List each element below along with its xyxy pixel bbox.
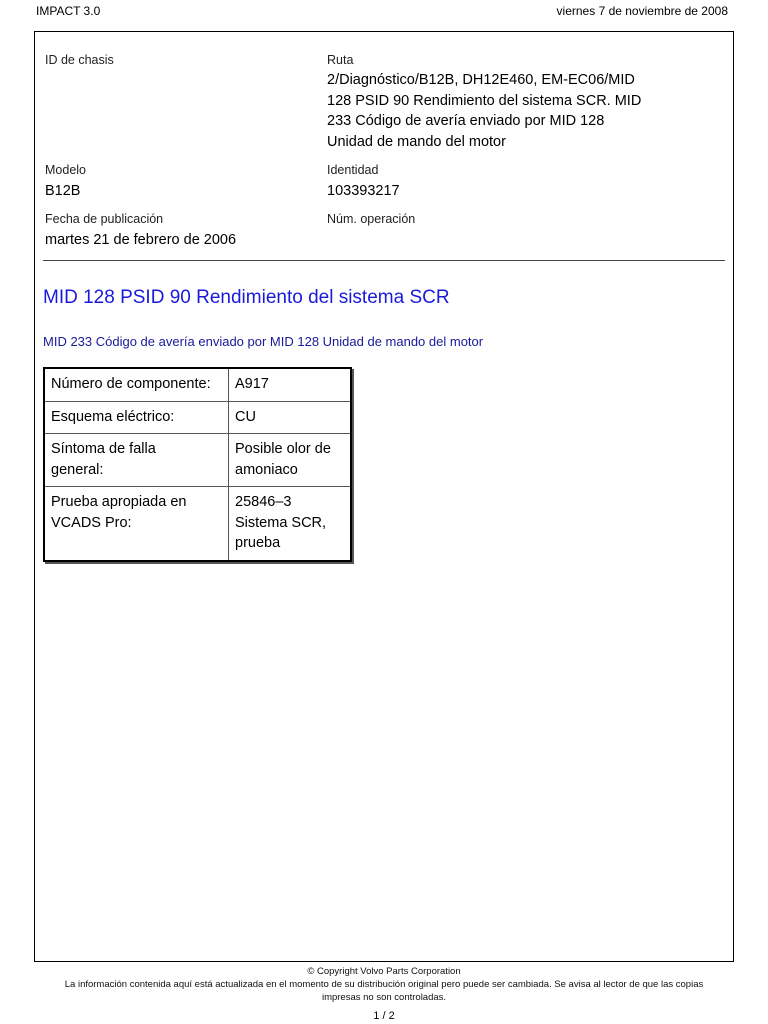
cell-line: Síntoma de falla xyxy=(51,441,156,457)
row-label xyxy=(44,434,229,487)
print-date: viernes 7 de noviembre de 2008 xyxy=(556,4,728,18)
route-line: Unidad de mando del motor xyxy=(327,133,506,150)
pub-date-label: Fecha de publicación xyxy=(45,212,164,226)
cell-line: Sistema SCR, xyxy=(235,514,327,531)
cell-line: Prueba apropiada en xyxy=(51,494,187,510)
divider xyxy=(43,260,725,261)
identity-value: 103393217 xyxy=(327,183,400,199)
model-label: Modelo xyxy=(45,163,86,177)
table-row xyxy=(44,368,351,401)
chassis-label: ID de chasis xyxy=(45,53,114,67)
row-value xyxy=(229,434,352,487)
disclaimer-line: La información contenida aquí está actualizada en el momento de su distribución original pero puede ser cambiada. Se avisa al lector de que las copias xyxy=(64,979,704,990)
row-label xyxy=(44,368,229,401)
model-value: B12B xyxy=(45,183,81,199)
cell-line: VCADS Pro: xyxy=(51,514,132,531)
route-value xyxy=(327,70,641,152)
disclaimer-line: impresas no son controladas. xyxy=(321,992,447,1003)
identity-label: Identidad xyxy=(327,163,379,177)
cell-line: prueba xyxy=(235,535,281,551)
cell-line: 25846–3 xyxy=(235,494,292,510)
pub-date-value: martes 21 de febrero de 2006 xyxy=(45,232,237,248)
route-label: Ruta xyxy=(327,53,354,67)
row-value xyxy=(229,401,352,434)
route-line: 2/Diagnóstico/B12B, DH12E460, EM-EC06/MID xyxy=(327,72,635,88)
cell-line: amoniaco xyxy=(235,461,298,478)
component-table xyxy=(43,367,352,562)
cell-line: CU xyxy=(235,408,256,425)
document-frame xyxy=(34,31,734,962)
copyright: © Copyright Volvo Parts Corporation xyxy=(307,966,461,977)
section-title: MID 128 PSID 90 Rendimiento del sistema SCR xyxy=(43,287,450,308)
table-row xyxy=(44,487,351,561)
row-label xyxy=(44,401,229,434)
cell-line: A917 xyxy=(235,376,269,392)
op-num-label: Núm. operación xyxy=(327,212,416,226)
route-line: 128 PSID 90 Rendimiento del sistema SCR. MID xyxy=(327,92,642,109)
row-value xyxy=(229,368,352,401)
table-row xyxy=(44,401,351,434)
route-line: 233 Código de avería enviado por MID 128 xyxy=(327,113,605,129)
cell-line: Número de componente: xyxy=(51,376,211,392)
table-row xyxy=(44,434,351,487)
cell-line: Esquema eléctrico: xyxy=(51,408,175,425)
section-subtitle: MID 233 Código de avería enviado por MID 128 Unidad de mando del motor xyxy=(43,334,484,349)
row-value xyxy=(229,487,352,561)
cell-line: Posible olor de xyxy=(235,441,331,457)
row-label xyxy=(44,487,229,561)
app-title: IMPACT 3.0 xyxy=(36,4,101,18)
cell-line: general: xyxy=(51,461,104,478)
page-number: 1 / 2 xyxy=(373,1010,395,1022)
